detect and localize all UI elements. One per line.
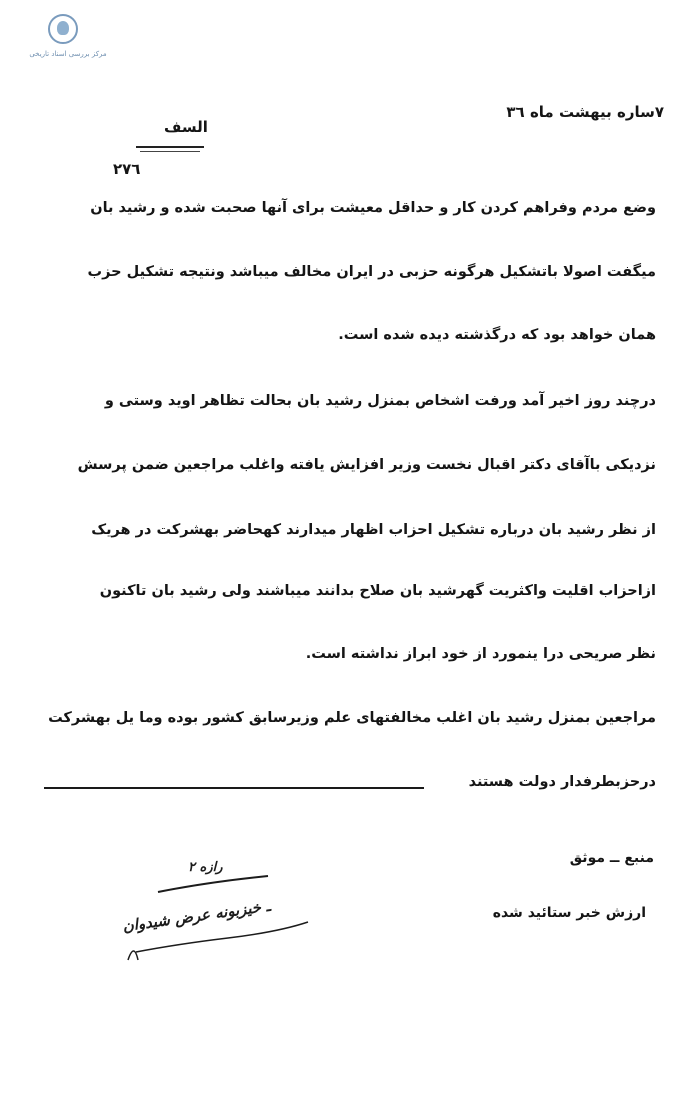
body-line: همان خواهد بود که درگذشته دیده شده است. [338,327,656,343]
handwritten-mark: رازه ٢ [188,860,223,875]
heading-underline [136,146,204,148]
body-line: درحزبطرفدار دولت هستند [468,774,656,790]
closing-rule [44,787,424,789]
archive-logo-text: مرکز بررسی اسناد تاریخی [29,50,107,58]
heading-underline-second [140,151,200,152]
letter-date: ۷ساره بیهشت ماه ۳٦ [506,103,664,121]
source-line: منبع ــ موثق [569,850,654,866]
letter-number: ۲۷٦ [113,160,141,178]
body-line: درچند روز اخیر آمد ورفت اشخاص بمنزل رشید بان بحالت تظاهر اوید وستی و [104,393,656,409]
body-line: وضع مردم وفراهم کردن کار و حداقل معیشت برای آنها صحبت شده و رشید بان [90,200,656,216]
letter-heading: السف [164,118,208,136]
archive-logo-icon [48,14,78,44]
handwritten-annotation [118,852,318,972]
body-line: میگفت اصولا باتشکیل هرگونه حزبی در ایران مخالف میباشد ونتیجه تشکیل حزب [87,264,656,280]
body-line: نظر صریحی درا ینمورد از خود ابراز نداشته است. [305,646,656,662]
handwritten-signature: ـ خیزبونه عرض شیدوان [121,896,272,936]
archive-logo [20,14,116,62]
body-line: مراجعین بمنزل رشید بان اغلب مخالفتهای علم وزیرسابق کشور بوده وما یل بهشرکت [48,710,656,726]
body-line: نزدیکی باآقای دکتر اقبال نخست وزیر افزایش یافته واغلب مراجعین ضمن پرسش [77,457,656,473]
body-line: از نظر رشید بان درباره تشکیل احزاب اظهار میدارند کهحاضر بهشرکت در هریک [91,522,656,538]
body-line: ازاحزاب اقلیت واکثریت گهرشید بان صلاح بدانند میباشند ولی رشید بان تاکنون [99,583,656,599]
evaluation-line: ارزش خبر ستائید شده [492,905,646,921]
